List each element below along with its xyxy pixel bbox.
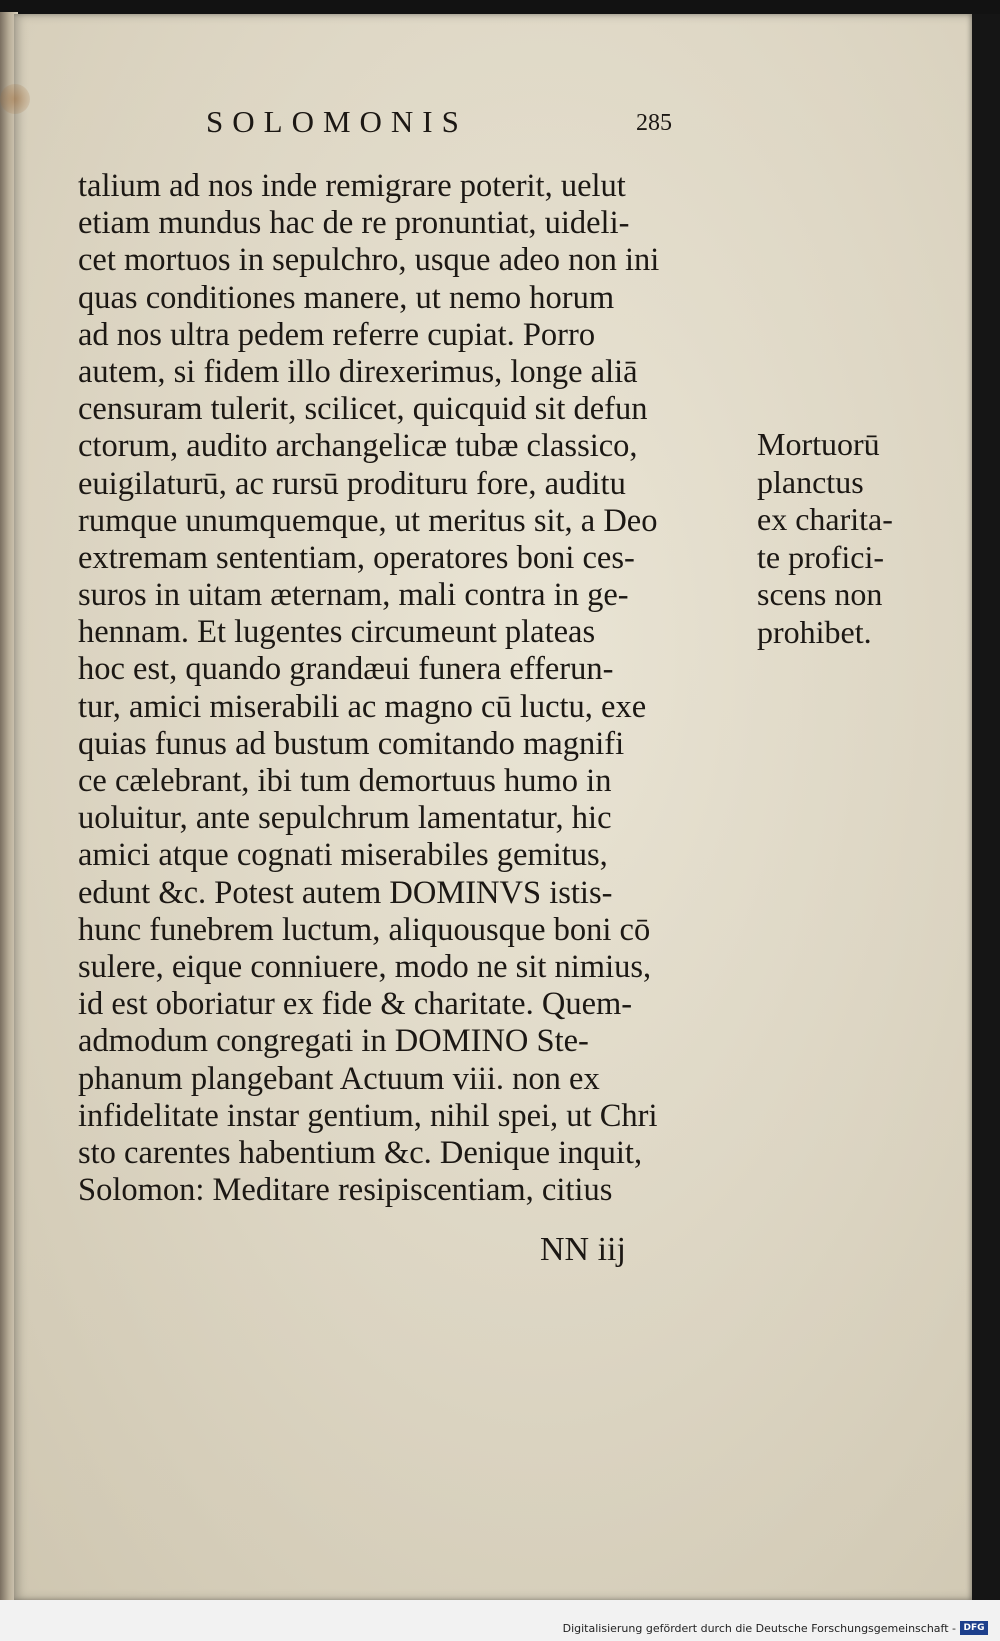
text-line: rumque unumquemque, ut meritus sit, a Deo: [78, 502, 658, 539]
text-line: autem, si fidem illo direxerimus, longe aliā: [78, 353, 638, 390]
text-line: quias funus ad bustum comitando magnifi: [78, 725, 625, 762]
text-line: hunc funebrem luctum, aliquousque boni cō: [78, 911, 651, 948]
funding-credit: Digitalisierung gefördert durch die Deutsche Forschungsgemeinschaft -: [562, 1622, 956, 1635]
text-line: Solomon: Meditare resipiscentiam, citius: [78, 1172, 613, 1209]
signature-mark: NN iij: [540, 1231, 626, 1268]
margin-note-line: ex charita-: [757, 501, 893, 537]
text-line: hennam. Et lugentes circumeunt plateas: [78, 614, 596, 651]
text-line: tur, amici miserabili ac magno cū luctu, exe: [78, 688, 647, 725]
text-line: uoluitur, ante sepulchrum lamentatur, hic: [78, 800, 612, 837]
text-line: ad nos ultra pedem referre cupiat. Porro: [78, 316, 596, 353]
margin-note-line: planctus: [757, 463, 864, 500]
text-line: id est oboriatur ex fide & charitate. Quem-: [78, 986, 633, 1023]
text-line: sulere, eique conniuere, modo ne sit nimius,: [78, 948, 652, 985]
body-text: [78, 168, 758, 1209]
margin-note-line: te profici-: [757, 538, 885, 575]
text-line: suros in uitam æternam, mali contra in ge-: [78, 577, 629, 614]
margin-note-line: Mortuorū: [757, 426, 880, 462]
text-line: censuram tulerit, scilicet, quicquid sit defun: [78, 391, 648, 428]
text-line: cet mortuos in sepulchro, usque adeo non ini: [78, 242, 660, 279]
dfg-logo-icon: DFG: [960, 1621, 988, 1635]
footer-bar: [0, 1600, 1000, 1641]
text-line: quas conditiones manere, ut nemo horum: [78, 279, 615, 316]
margin-note-line: scens non: [757, 576, 883, 612]
text-line: infidelitate instar gentium, nihil spei, ut Chri: [78, 1097, 658, 1134]
text-line: euigilaturū, ac rursū prodituru fore, auditu: [78, 465, 626, 502]
text-line: ctorum, audito archangelicæ tubæ classico,: [78, 428, 638, 465]
marginal-note: [757, 426, 893, 651]
margin-note-line: prohibet.: [757, 613, 872, 650]
text-line: ce cælebrant, ibi tum demortuus humo in: [78, 763, 612, 799]
text-line: talium ad nos inde remigrare poterit, uelut: [78, 168, 626, 204]
running-title: SOLOMONIS: [206, 104, 468, 139]
scan-right-edge: [972, 14, 1000, 1600]
text-line: edunt &c. Potest autem DOMINVS istis-: [78, 874, 613, 911]
text-line: hoc est, quando grandæui funera efferun-: [78, 651, 614, 688]
page-number: 285: [636, 110, 672, 136]
text-line: phanum plangebant Actuum viii. non ex: [78, 1060, 600, 1097]
paper-stain: [0, 84, 30, 114]
text-line: sto carentes habentium &c. Denique inquit,: [78, 1134, 643, 1171]
text-line: admodum congregati in DOMINO Ste-: [78, 1023, 589, 1060]
text-line: extremam sententiam, operatores boni ces-: [78, 539, 635, 576]
text-line: amici atque cognati miserabiles gemitus,: [78, 837, 608, 874]
text-line: etiam mundus hac de re pronuntiat, uideli-: [78, 205, 630, 242]
